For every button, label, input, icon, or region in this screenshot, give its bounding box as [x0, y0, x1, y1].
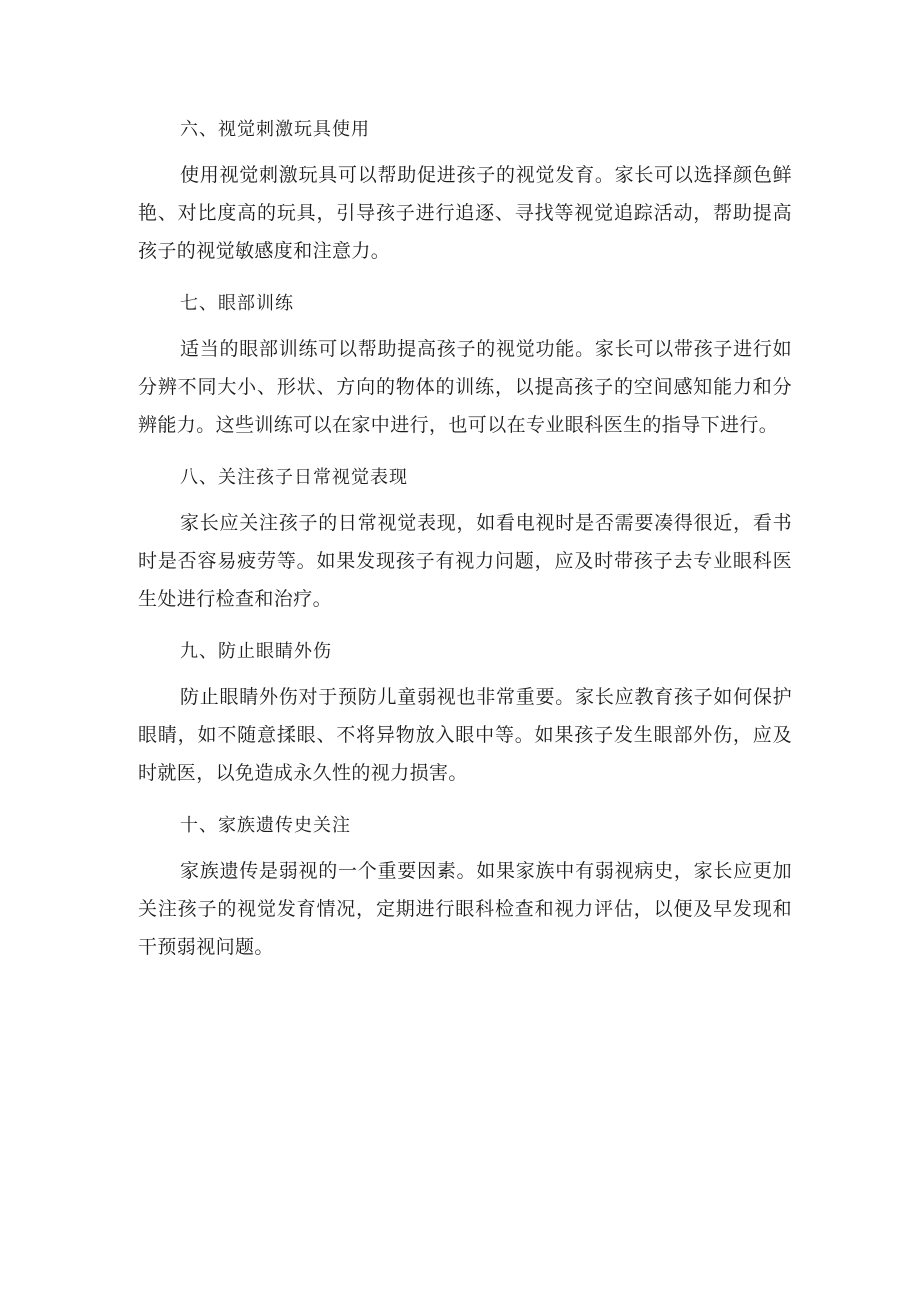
section-paragraph-9: 防止眼睛外伤对于预防儿童弱视也非常重要。家长应教育孩子如何保护眼睛，如不随意揉眼、不将异物放入眼中等。如果孩子发生眼部外伤，应及时就医，以免造成永久性的视力损害。 — [138, 686, 792, 784]
section-heading-10: 十、家族遗传史关注 — [180, 815, 351, 836]
section-paragraph-7: 适当的眼部训练可以帮助提高孩子的视觉功能。家长可以带孩子进行如分辨不同大小、形状、方向的物体的训练，以提高孩子的空间感知能力和分辨能力。这些训练可以在家中进行，也可以在专业眼科医生的指导下进行。 — [138, 338, 792, 436]
section-heading-8: 八、关注孩子日常视觉表现 — [180, 467, 408, 488]
section-heading-7: 七、眼部训练 — [180, 293, 294, 314]
section-paragraph-10: 家族遗传是弱视的一个重要因素。如果家族中有弱视病史，家长应更加关注孩子的视觉发育情况，定期进行眼科检查和视力评估，以便及早发现和干预弱视问题。 — [138, 860, 792, 958]
section-paragraph-8: 家长应关注孩子的日常视觉表现，如看电视时是否需要凑得很近，看书时是否容易疲劳等。如果发现孩子有视力问题，应及时带孩子去专业眼科医生处进行检查和治疗。 — [138, 512, 792, 610]
section-heading-9: 九、防止眼睛外伤 — [180, 641, 332, 662]
section-heading-6: 六、视觉刺激玩具使用 — [180, 119, 370, 140]
section-paragraph-6: 使用视觉刺激玩具可以帮助促进孩子的视觉发育。家长可以选择颜色鲜艳、对比度高的玩具，引导孩子进行追逐、寻找等视觉追踪活动，帮助提高孩子的视觉敏感度和注意力。 — [138, 164, 792, 262]
document-body — [138, 112, 792, 982]
